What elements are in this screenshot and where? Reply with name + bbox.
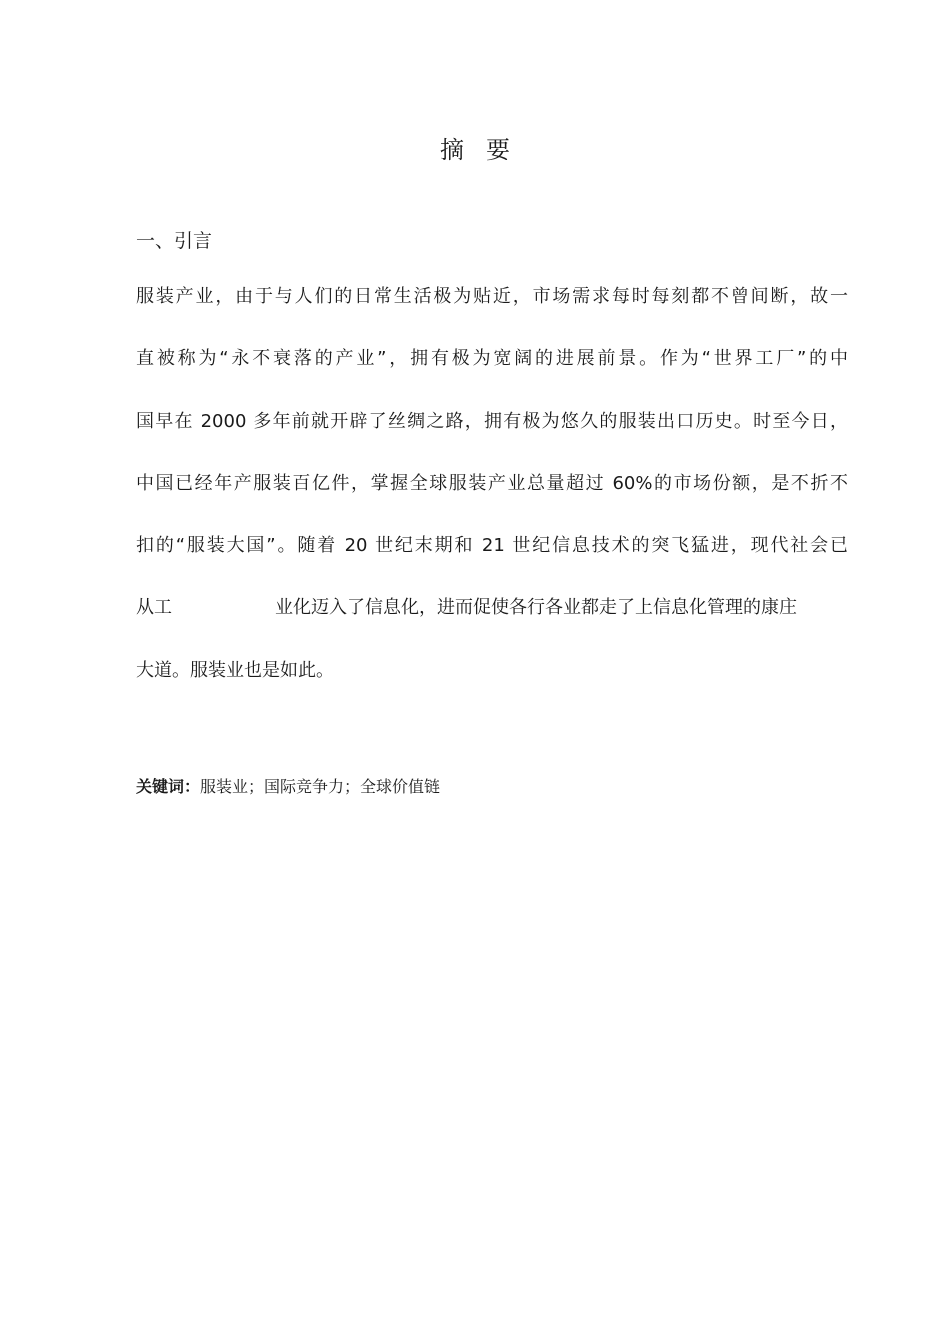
abstract-body	[136, 284, 848, 720]
abstract-line: 大道。服装业也是如此。	[136, 659, 334, 681]
page-title	[0, 133, 950, 167]
keywords-label: 关键词：	[136, 777, 201, 796]
keywords-items: 服装业；国际竞争力；全球价值链	[200, 777, 441, 796]
abstract-line: 扣的“服装大国”。随着 20 世纪末期和 21 世纪信息技术的突飞猛进，现代社会已	[136, 535, 848, 557]
abstract-line-split	[136, 595, 848, 657]
page-title-char-2: 要	[486, 136, 510, 164]
abstract-line: 服装产业，由于与人们的日常生活极为贴近，市场需求每时每刻都不曾间断，故一	[136, 286, 848, 307]
page-title-char-1: 摘	[440, 136, 464, 164]
abstract-line-fragment-left: 从工	[136, 597, 172, 619]
abstract-line: 国早在 2000 多年前就开辟了丝绸之路，拥有极为悠久的服装出口历史。时至今日，	[136, 410, 848, 432]
abstract-line-fragment-right: 业化迈入了信息化，进而促使各行各业都走了上信息化管理的康庄	[275, 597, 797, 619]
abstract-line: 直被称为“永不衰落的产业”，拥有极为宽阔的进展前景。作为“世界工厂”的中	[136, 348, 848, 370]
section-heading: 一、引言	[136, 230, 213, 252]
abstract-line: 中国已经年产服装百亿件，掌握全球服装产业总量超过 60%的市场份额，是不折不	[136, 472, 848, 494]
keywords	[136, 776, 440, 798]
